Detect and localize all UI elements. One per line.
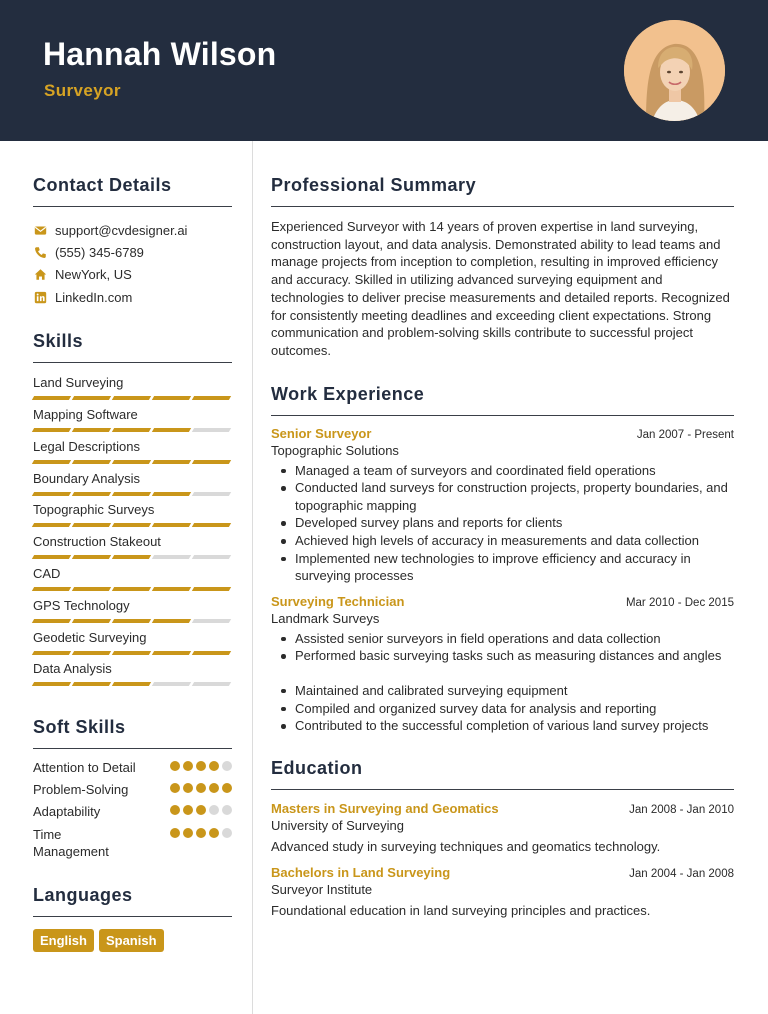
- skill-level-segment: [72, 492, 111, 496]
- skill-item: [33, 469, 232, 501]
- skill-level-segment: [112, 523, 151, 527]
- contact-phone-text: (555) 345-6789: [55, 244, 144, 260]
- skill-name: Topographic Surveys: [33, 502, 155, 518]
- skill-level-segment: [192, 587, 231, 591]
- job-bullet: Managed a team of surveyors and coordinated field operations: [271, 462, 734, 480]
- degree-date: Jan 2008 - Jan 2010: [629, 803, 734, 816]
- job-bullet: Maintained and calibrated surveying equipment: [271, 682, 734, 700]
- job-bullet: Performed basic surveying tasks such as measuring distances and angles: [271, 647, 734, 665]
- profile-photo: [624, 20, 725, 121]
- degree-description: Foundational education in land surveying principles and practices.: [271, 902, 651, 918]
- skill-level-segment: [32, 492, 71, 496]
- job-entry: [271, 594, 734, 735]
- skills-section-title: Skills: [33, 331, 232, 363]
- skill-level-segment: [112, 587, 151, 591]
- skill-level-segment: [152, 587, 191, 591]
- job-title: Senior Surveyor: [271, 425, 372, 441]
- job-bullet: Achieved high levels of accuracy in measurements and data collection: [271, 532, 734, 550]
- rating-dot: [170, 783, 180, 793]
- rating-dot: [183, 828, 193, 838]
- skill-level-segment: [72, 555, 111, 559]
- right-column: [271, 141, 734, 918]
- phone-icon: [33, 245, 47, 259]
- skill-level-segment: [112, 428, 151, 432]
- contact-location: [33, 264, 232, 286]
- skill-level-segment: [32, 460, 71, 464]
- degree-title: Masters in Surveying and Geomatics: [271, 800, 499, 816]
- contact-email-text: support@cvdesigner.ai: [55, 222, 188, 238]
- skill-level-segment: [152, 396, 191, 400]
- skill-level-segment: [32, 587, 71, 591]
- skill-level-bar: [33, 555, 232, 559]
- soft-skill-item: [33, 826, 232, 860]
- education-section-title: Education: [271, 758, 734, 790]
- column-divider: [252, 141, 253, 1014]
- skill-level-segment: [152, 682, 191, 686]
- skill-level-segment: [192, 492, 231, 496]
- rating-dot: [196, 783, 206, 793]
- skill-level-segment: [152, 651, 191, 655]
- rating-dot: [183, 783, 193, 793]
- skill-level-segment: [32, 428, 71, 432]
- skill-name: Legal Descriptions: [33, 438, 140, 454]
- skill-level-segment: [32, 396, 71, 400]
- rating-dot: [196, 805, 206, 815]
- skill-level-segment: [152, 523, 191, 527]
- skill-level-segment: [72, 428, 111, 432]
- rating-dot: [209, 805, 219, 815]
- skill-level-segment: [32, 555, 71, 559]
- language-badge: English: [33, 929, 94, 952]
- home-icon: [33, 268, 47, 282]
- job-bullet: Developed survey plans and reports for clients: [271, 514, 734, 532]
- skill-item: [33, 373, 232, 405]
- skill-level-segment: [72, 682, 111, 686]
- skill-level-segment: [32, 619, 71, 623]
- skill-level-bar: [33, 619, 232, 623]
- rating-dot: [222, 828, 232, 838]
- skill-name: CAD: [33, 565, 61, 581]
- degree-date: Jan 2004 - Jan 2008: [629, 867, 734, 880]
- soft-skill-item: [33, 759, 232, 781]
- skill-level-segment: [72, 619, 111, 623]
- skill-level-segment: [72, 651, 111, 655]
- skill-level-segment: [112, 396, 151, 400]
- skill-level-segment: [112, 651, 151, 655]
- skill-level-segment: [32, 651, 71, 655]
- language-badge: Spanish: [99, 929, 164, 952]
- skill-level-segment: [72, 523, 111, 527]
- rating-dot: [196, 761, 206, 771]
- summary-text: Experienced Surveyor with 14 years of proven expertise in land surveying, construction layout, and data analysis. Demonstrated ability to lead teams and manage projects from inception to completion, resulting in improved efficiency and accuracy. Skilled in utilizing advanced surveying equipment and technologies to deliver precise measurements and detailed reports. Recognized for consistently meeting deadlines and exceeding client expectations. Strong communication and problem-solving skills contribute to successful project outcomes.: [271, 219, 730, 358]
- contact-linkedin[interactable]: [33, 286, 232, 308]
- skill-level-segment: [112, 555, 151, 559]
- rating-dot: [183, 761, 193, 771]
- skill-item: [33, 659, 232, 691]
- skill-name: GPS Technology: [33, 597, 130, 613]
- rating-dot: [209, 761, 219, 771]
- job-bullet: Implemented new technologies to improve efficiency and accuracy in surveying processes: [271, 550, 734, 585]
- skill-level-segment: [112, 460, 151, 464]
- skill-level-bar: [33, 460, 232, 464]
- education-entry: [271, 801, 734, 854]
- job-bullet: Conducted land surveys for construction projects, property boundaries, and topographic mapping: [271, 479, 734, 514]
- skill-level-segment: [192, 396, 231, 400]
- skill-level-segment: [192, 555, 231, 559]
- skill-level-segment: [192, 619, 231, 623]
- skill-level-segment: [72, 396, 111, 400]
- skill-item: [33, 628, 232, 660]
- job-company: Landmark Surveys: [271, 610, 380, 626]
- skill-level-bar: [33, 682, 232, 686]
- contact-list: [33, 219, 232, 308]
- rating-dot: [222, 783, 232, 793]
- job-bullets: [271, 462, 734, 585]
- skill-item: [33, 532, 232, 564]
- skill-level-segment: [192, 682, 231, 686]
- soft-skill-name: Time Management: [33, 827, 109, 860]
- skill-level-segment: [72, 587, 111, 591]
- skills-list: [33, 373, 232, 691]
- education-entry: [271, 865, 734, 918]
- experience-section-title: Work Experience: [271, 384, 734, 416]
- soft-skills-section-title: Soft Skills: [33, 717, 232, 749]
- job-entry: [271, 426, 734, 585]
- skill-level-bar: [33, 651, 232, 655]
- soft-skill-item: [33, 781, 232, 803]
- rating-dot: [209, 828, 219, 838]
- contact-linkedin-text: LinkedIn.com: [55, 289, 133, 305]
- skill-item: [33, 437, 232, 469]
- candidate-role: Surveyor: [44, 81, 121, 100]
- rating-dot: [222, 761, 232, 771]
- skill-level-segment: [72, 460, 111, 464]
- skill-item: [33, 564, 232, 596]
- contact-section-title: Contact Details: [33, 175, 232, 207]
- envelope-icon: [33, 223, 47, 237]
- skill-level-segment: [112, 619, 151, 623]
- rating-dot: [170, 805, 180, 815]
- job-date: Jan 2007 - Present: [636, 428, 734, 441]
- soft-skill-rating: [170, 759, 232, 771]
- skill-level-segment: [152, 619, 191, 623]
- school-name: Surveyor Institute: [271, 881, 373, 897]
- skill-level-segment: [152, 460, 191, 464]
- skill-level-segment: [112, 682, 151, 686]
- job-bullet: Contributed to the successful completion of various land survey projects: [271, 717, 734, 735]
- skill-level-segment: [152, 428, 191, 432]
- skill-level-segment: [152, 492, 191, 496]
- soft-skill-item: [33, 803, 232, 825]
- soft-skill-name: Attention to Detail: [33, 760, 136, 776]
- linkedin-icon: [33, 290, 47, 304]
- soft-skill-rating: [170, 826, 232, 838]
- skill-name: Geodetic Surveying: [33, 629, 147, 645]
- candidate-name: Hannah Wilson: [43, 36, 277, 72]
- job-bullets: [271, 630, 734, 735]
- rating-dot: [183, 805, 193, 815]
- resume-header: [0, 0, 768, 141]
- soft-skill-name: Problem-Solving: [33, 782, 129, 798]
- skill-item: [33, 405, 232, 437]
- summary-section-title: Professional Summary: [271, 175, 734, 207]
- rating-dot: [196, 828, 206, 838]
- job-bullet: Compiled and organized survey data for analysis and reporting: [271, 700, 734, 718]
- job-date: Mar 2010 - Dec 2015: [625, 596, 734, 609]
- skill-name: Land Surveying: [33, 375, 124, 391]
- skill-level-segment: [192, 460, 231, 464]
- skill-name: Data Analysis: [33, 661, 112, 677]
- contact-phone[interactable]: [33, 241, 232, 263]
- skill-name: Boundary Analysis: [33, 470, 140, 486]
- school-name: University of Surveying: [271, 817, 404, 833]
- skill-level-segment: [32, 682, 71, 686]
- languages-list: [33, 929, 232, 952]
- soft-skill-rating: [170, 803, 232, 815]
- rating-dot: [209, 783, 219, 793]
- languages-section-title: Languages: [33, 885, 232, 917]
- skill-level-bar: [33, 587, 232, 591]
- rating-dot: [222, 805, 232, 815]
- degree-description: Advanced study in surveying techniques and geomatics technology.: [271, 838, 661, 854]
- job-title: Surveying Technician: [271, 593, 405, 609]
- profile-photo-illustration: [624, 20, 725, 121]
- contact-location-text: NewYork, US: [55, 267, 132, 283]
- skill-item: [33, 500, 232, 532]
- skill-name: Mapping Software: [33, 406, 138, 422]
- soft-skill-name: Adaptability: [33, 804, 101, 820]
- skill-level-bar: [33, 428, 232, 432]
- skill-level-bar: [33, 523, 232, 527]
- skill-level-bar: [33, 492, 232, 496]
- skill-name: Construction Stakeout: [33, 534, 161, 550]
- rating-dot: [170, 828, 180, 838]
- degree-title: Bachelors in Land Surveying: [271, 864, 451, 880]
- skill-level-bar: [33, 396, 232, 400]
- skill-level-segment: [32, 523, 71, 527]
- job-company: Topographic Solutions: [271, 442, 399, 458]
- skill-level-segment: [192, 428, 231, 432]
- rating-dot: [170, 761, 180, 771]
- left-column: [33, 141, 232, 952]
- skill-level-segment: [112, 492, 151, 496]
- skill-item: [33, 596, 232, 628]
- soft-skill-rating: [170, 781, 232, 793]
- skill-level-segment: [152, 555, 191, 559]
- soft-skills-list: [33, 759, 232, 860]
- job-bullet: Assisted senior surveyors in field operations and data collection: [271, 630, 734, 648]
- skill-level-segment: [192, 523, 231, 527]
- skill-level-segment: [192, 651, 231, 655]
- contact-email[interactable]: [33, 219, 232, 241]
